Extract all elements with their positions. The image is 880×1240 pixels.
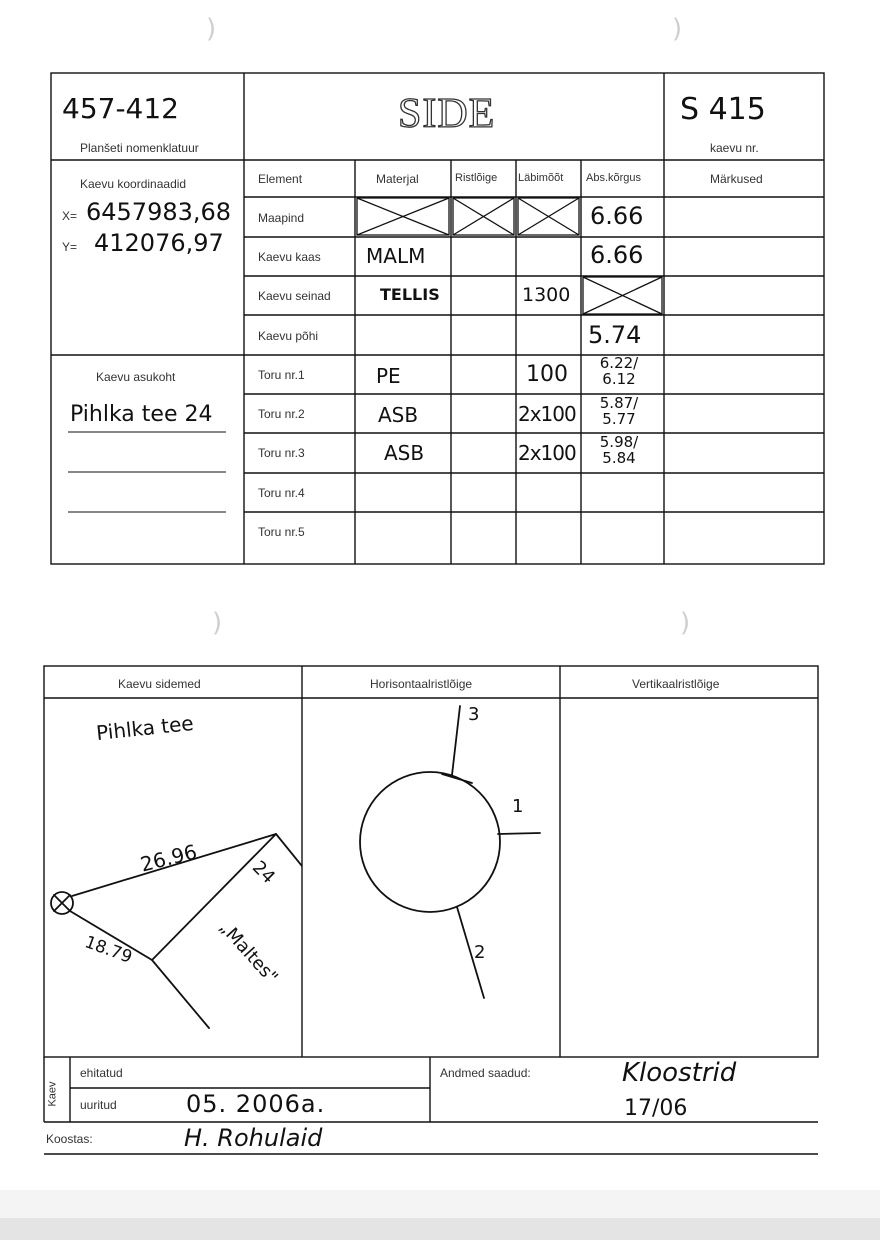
location-value: Pihlka tee 24 <box>70 402 213 427</box>
top-form-grid <box>0 0 880 580</box>
cell-abs-value: 6.22/ 6.12 <box>599 354 639 388</box>
row-label: Kaevu põhi <box>258 329 319 343</box>
crossed-cell <box>518 198 579 235</box>
row-label: Toru nr.2 <box>258 407 305 421</box>
x-prefix: X= <box>62 209 78 223</box>
horizontal-section-header: Horisontaalristlõige <box>370 677 473 691</box>
coordinates-label: Kaevu koordinaadid <box>80 177 187 191</box>
col-header-abs-elevation: Abs.kõrgus <box>586 172 642 184</box>
scan-edge <box>0 1190 880 1218</box>
location-label: Kaevu asukoht <box>96 370 176 384</box>
punch-hole-mark: ) <box>212 608 223 638</box>
row-label: Toru nr.5 <box>258 525 305 539</box>
data-source-label: Andmed saadud: <box>440 1066 531 1080</box>
y-coordinate-value: 412076,97 <box>94 229 224 257</box>
pipe-line <box>442 774 472 783</box>
row-label: Kaevu kaas <box>258 250 321 264</box>
building-outline <box>276 834 302 866</box>
distance-label: 18.79 <box>82 932 135 968</box>
built-label: ehitatud <box>80 1066 123 1080</box>
compiled-by-value: H. Rohulaid <box>184 1124 323 1152</box>
street-note: Pihlka tee <box>95 710 195 746</box>
x-coordinate-value: 6457983,68 <box>86 198 232 226</box>
row-label: Toru nr.4 <box>258 486 305 500</box>
compiled-by-label: Koostas: <box>46 1132 93 1146</box>
pipe-line <box>452 706 460 775</box>
punch-hole-mark: ) <box>206 14 217 44</box>
cell-diameter-value: 1300 <box>522 284 571 306</box>
cell-material-value: MALM <box>366 244 426 268</box>
well-outline <box>360 772 500 912</box>
ties-header: Kaevu sidemed <box>118 677 201 691</box>
punch-hole-mark: ) <box>680 608 691 638</box>
y-prefix: Y= <box>62 240 78 254</box>
nomenclature-value: 457-412 <box>62 92 179 125</box>
row-label: Toru nr.3 <box>258 446 305 460</box>
col-header-cross-section: Ristlõige <box>455 172 498 184</box>
cell-abs-value: 6.66 <box>590 202 644 230</box>
row-label: Kaevu seinad <box>258 289 331 303</box>
data-source-value: Kloostrid <box>622 1058 737 1088</box>
row-label: Toru nr.1 <box>258 368 305 382</box>
crossed-cell <box>583 277 662 314</box>
pipe-label: 2 <box>474 942 486 963</box>
data-source-date: 17/06 <box>624 1096 688 1121</box>
punch-hole-mark: ) <box>672 14 683 44</box>
cell-diameter-value: 100 <box>526 362 568 387</box>
nomenclature-label: Planšeti nomenklatuur <box>80 141 199 155</box>
cell-material-value: PE <box>376 364 401 388</box>
cell-diameter-value: 2x100 <box>518 402 576 426</box>
col-header-notes: Märkused <box>710 172 763 186</box>
surveyed-label: uuritud <box>80 1098 117 1112</box>
surveyed-value: 05. 2006a. <box>186 1090 326 1118</box>
cell-abs-value: 5.74 <box>588 321 642 349</box>
cell-diameter-value: 2x100 <box>518 441 576 465</box>
cell-material-value: ASB <box>384 441 425 465</box>
house-number: 24 <box>247 856 279 889</box>
col-header-diameter: Läbimõõt <box>518 172 564 184</box>
well-number-value: S 415 <box>680 92 766 127</box>
cell-material-value: ASB <box>378 403 419 427</box>
col-header-element: Element <box>258 172 303 186</box>
row-label: Maapind <box>258 211 305 225</box>
crossed-cell <box>453 198 514 235</box>
well-number-label: kaevu nr. <box>710 141 759 155</box>
pipe-label: 3 <box>468 704 480 725</box>
pipe-label: 1 <box>512 796 524 817</box>
scan-edge <box>0 1218 880 1240</box>
crossed-cell <box>357 198 449 235</box>
pipe-line <box>498 833 540 834</box>
building-note: „Maltes" <box>214 916 282 989</box>
form-title: SIDE <box>398 91 496 137</box>
vertical-section-header: Vertikaalristlõige <box>632 677 720 691</box>
cell-abs-value: 6.66 <box>590 241 644 269</box>
well-side-label: Kaev <box>46 1081 59 1107</box>
cell-abs-value: 5.98/ 5.84 <box>599 433 639 467</box>
cell-abs-value: 5.87/ 5.77 <box>599 394 639 428</box>
cell-material-value: TELLIS <box>380 285 440 304</box>
horizontal-section-sketch <box>302 698 560 1056</box>
distance-label: 26.96 <box>137 839 200 877</box>
col-header-material: Materjal <box>376 172 419 186</box>
